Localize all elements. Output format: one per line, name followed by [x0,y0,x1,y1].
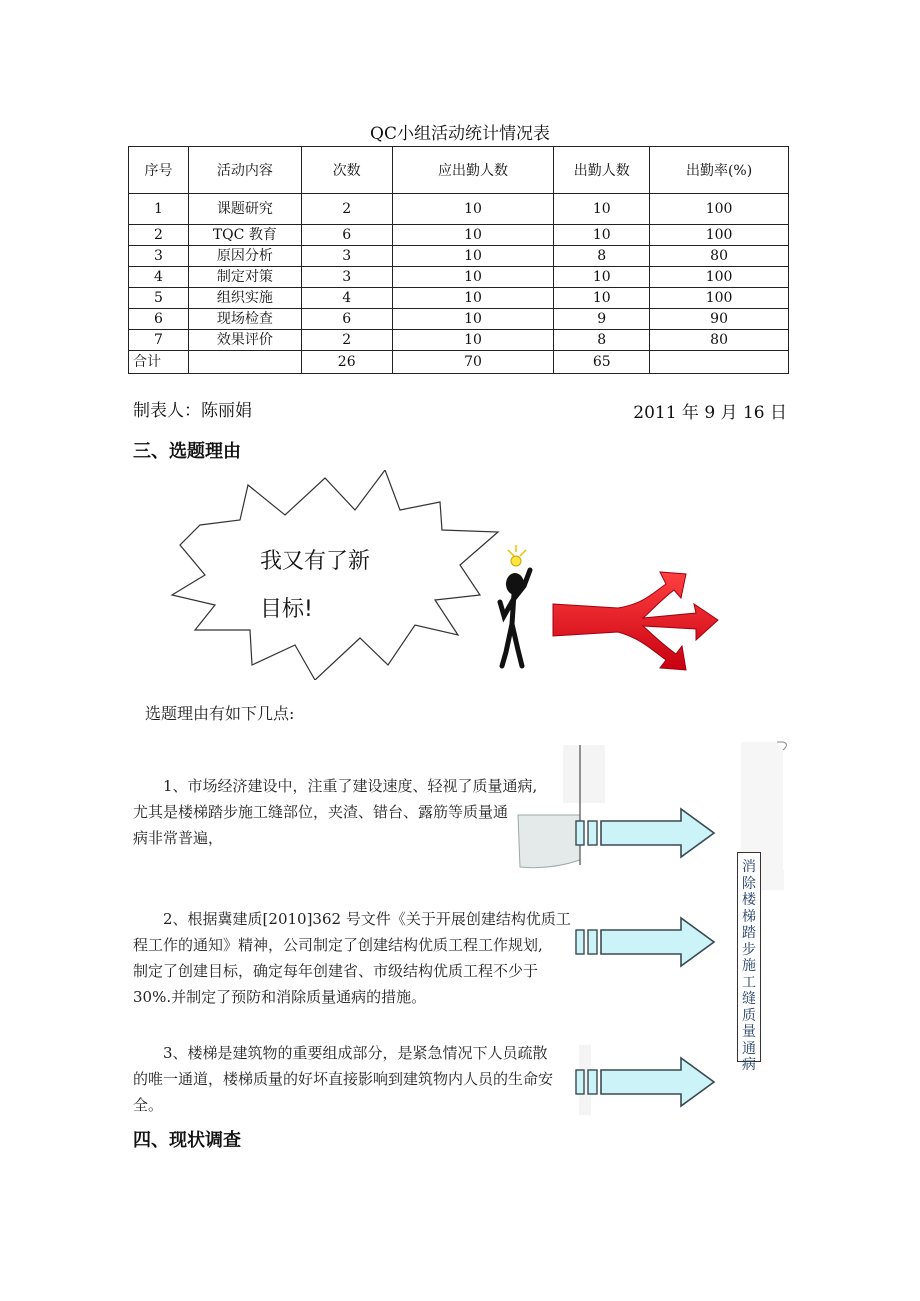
table-title: QC小组活动统计情况表 [370,124,550,144]
table-cell: 4 [301,288,392,309]
table-cell: 组织实施 [188,288,301,309]
card-back-shape [741,742,783,870]
goal-char: 病 [742,1057,756,1073]
table-cell: 2 [129,225,189,246]
red-split-arrow-icon [548,568,723,673]
col-header: 序号 [129,147,189,194]
table-cell: 26 [301,351,392,374]
table-cell: 10 [554,225,650,246]
stick-figure-icon [492,542,552,672]
table-row [129,267,789,288]
table-total-row [129,351,789,374]
goal-vertical-box [737,852,761,1073]
col-header: 应出勤人数 [392,147,554,194]
reason-2-line4: 30%.并制定了预防和消除质量通病的措施。 [133,988,427,1006]
table-cell: 4 [129,267,189,288]
table-cell: 10 [392,267,554,288]
table-cell: 原因分析 [188,246,301,267]
col-header: 出勤率(%) [650,147,789,194]
table-cell: 9 [554,309,650,330]
col-header: 出勤人数 [554,147,650,194]
reason-3-line2: 的唯一通道，楼梯质量的好坏直接影响到建筑物内人员的生命安 [133,1070,554,1088]
bubble-text-line2: 目标! [260,597,313,622]
table-header-row [129,147,789,194]
goal-char: 步 [742,941,756,958]
goal-char: 踏 [742,925,756,941]
goal-char: 通 [742,1040,756,1057]
table-cell: 100 [650,267,789,288]
table-row [129,194,789,225]
table-cell: 10 [554,288,650,309]
section-heading-reasons: 三、选题理由 [133,441,241,462]
table-cell: 80 [650,246,789,267]
table-cell: 10 [554,194,650,225]
table-cell: 课题研究 [188,194,301,225]
card-back-shape [563,745,605,803]
idea-rays [508,545,526,556]
table-cell: 合计 [129,351,189,374]
reasons-intro: 选题理由有如下几点: [145,704,295,723]
table-cell: 现场检查 [188,309,301,330]
table-cell: 100 [650,225,789,246]
table-cell: 10 [392,194,554,225]
table-cell: 5 [129,288,189,309]
table-date: 2011 年 9 月 16 日 [633,403,787,423]
table-cell: 6 [301,309,392,330]
table-cell: TQC 教育 [188,225,301,246]
table-row [129,309,789,330]
reason-2-line1: 2、根据冀建质[2010]362 号文件《关于开展创建结构优质工 [163,910,571,928]
table-cell: 7 [129,330,189,351]
reason-2-line3: 制定了创建目标，确定每年创建省、市级结构优质工程不少于 [133,962,539,980]
goal-char: 除 [742,875,756,892]
activity-stats-table [128,146,789,374]
goal-char: 量 [742,1024,756,1040]
arrow-icon-3 [574,1054,719,1110]
goal-char: 梯 [742,908,756,925]
table-cell [188,351,301,374]
reason-1-line3: 病非常普遍， [133,829,224,847]
goal-char: 消 [742,859,756,875]
table-cell: 制定对策 [188,267,301,288]
table-cell: 10 [392,309,554,330]
goal-char: 缝 [742,991,756,1007]
table-cell: 100 [650,194,789,225]
reason-3-line3: 全。 [133,1096,164,1114]
table-cell: 8 [554,330,650,351]
col-header: 活动内容 [188,147,301,194]
goal-char: 楼 [742,892,756,908]
reason-3 [133,1040,553,1118]
table-cell: 70 [392,351,554,374]
table-cell: 6 [301,225,392,246]
table-cell: 效果评价 [188,330,301,351]
lightbulb-icon [511,556,521,566]
starburst-shape [172,470,498,680]
reason-2 [133,906,571,1010]
section-heading-status: 四、现状调查 [133,1130,241,1151]
table-row [129,225,789,246]
col-header: 次数 [301,147,392,194]
table-cell: 3 [301,267,392,288]
goal-char: 质 [742,1007,756,1024]
table-cell: 2 [301,194,392,225]
starburst-bubble [160,470,505,680]
arrow-icon-2 [574,914,719,970]
table-cell: 10 [554,267,650,288]
table-cell: 10 [392,330,554,351]
reason-1 [133,773,537,851]
table-cell: 90 [650,309,789,330]
table-cell: 3 [129,246,189,267]
table-row [129,288,789,309]
table-cell: 6 [129,309,189,330]
table-cell: 10 [392,225,554,246]
table-maker: 制表人：陈丽娟 [133,401,252,421]
table-cell: 65 [554,351,650,374]
reason-1-line2: 尤其是楼梯踏步施工缝部位，夹渣、错台、露筋等质量通 [133,803,509,821]
reason-3-line1: 3、楼梯是建筑物的重要组成部分，是紧急情况下人员疏散 [163,1044,548,1062]
arrow-icon-1 [574,805,719,861]
table-cell: 100 [650,288,789,309]
table-cell: 10 [392,246,554,267]
bubble-text-line1: 我又有了新 [260,549,371,574]
reason-2-line2: 程工作的通知》精神，公司制定了创建结构优质工程工作规划, [133,936,543,954]
goal-char: 施 [742,958,756,974]
table-cell: 80 [650,330,789,351]
table-cell: 2 [301,330,392,351]
table-cell: 10 [392,288,554,309]
table-cell [650,351,789,374]
table-cell: 1 [129,194,189,225]
goal-char: 工 [742,974,756,991]
table-row [129,330,789,351]
table-cell: 3 [301,246,392,267]
table-row [129,246,789,267]
table-cell: 8 [554,246,650,267]
reason-1-line1: 1、市场经济建设中，注重了建设速度、轻视了质量通病, [163,777,538,795]
